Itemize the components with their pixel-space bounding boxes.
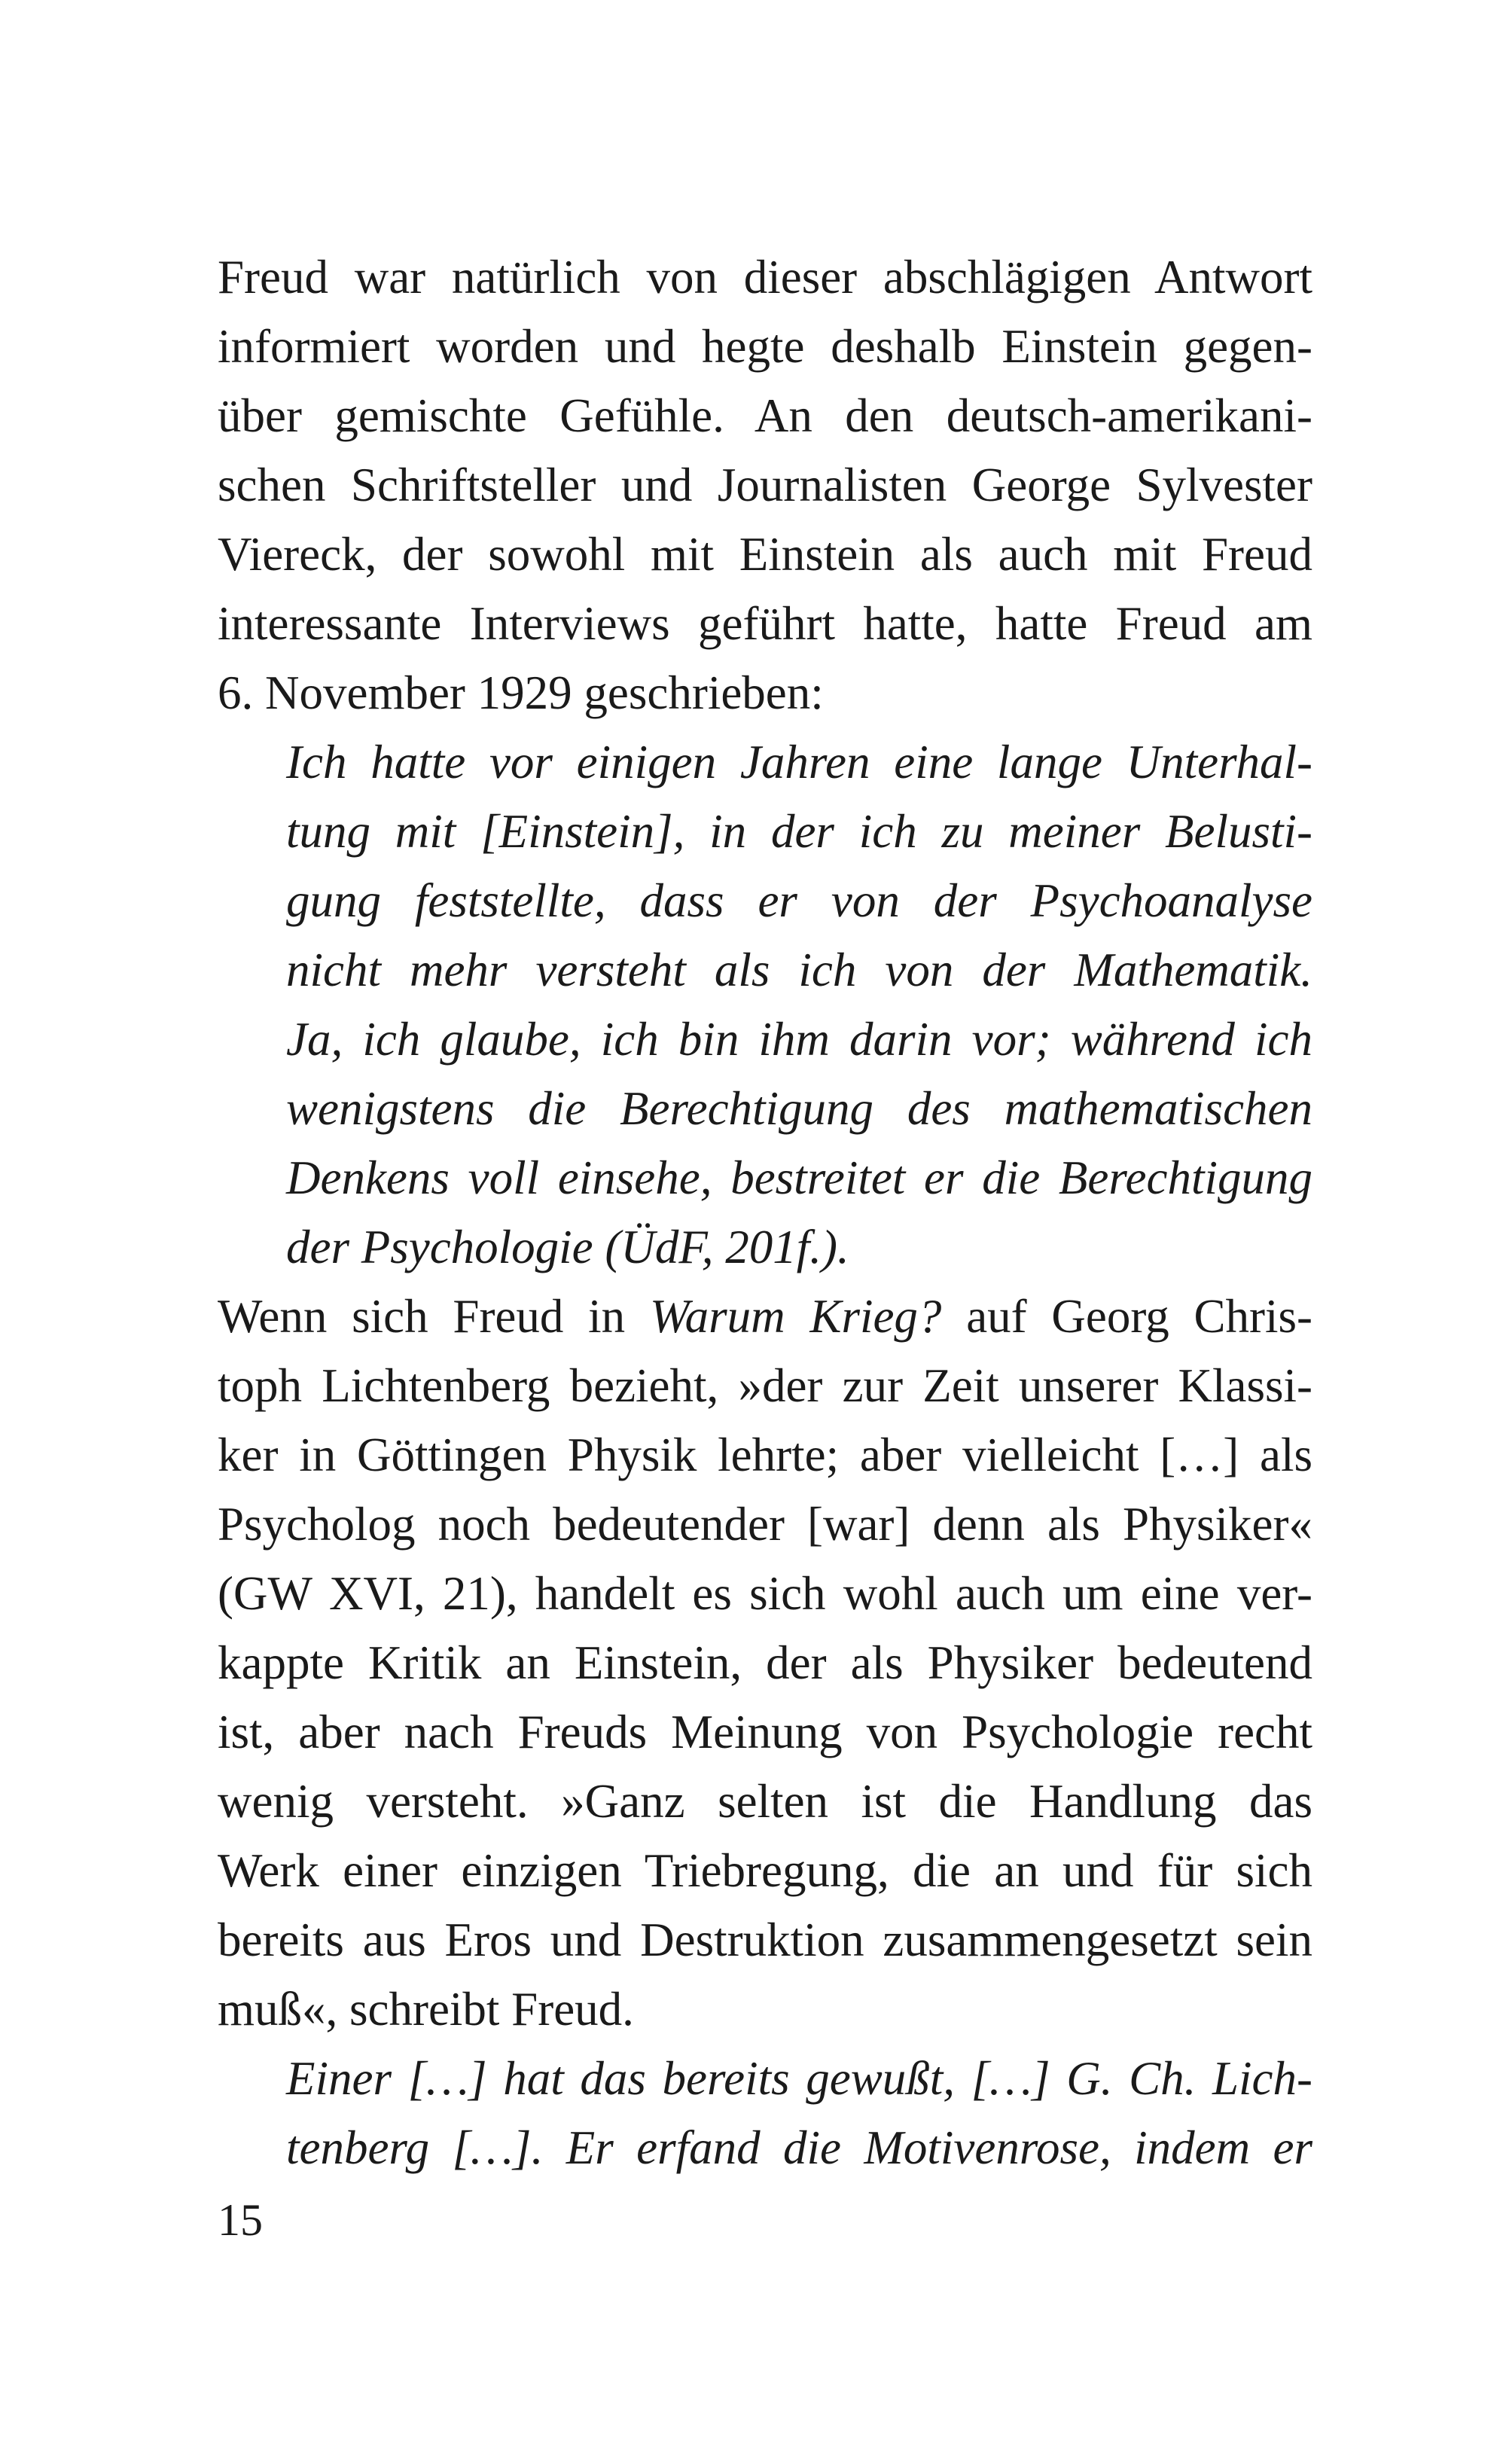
- paragraph-line: [218, 1282, 1312, 1351]
- quote-line: Ich hatte vor einigen Jahren eine lange Unterhal-: [286, 736, 1312, 788]
- paragraph-line: ker in Göttingen Physik lehrte; aber vielleicht […] als: [218, 1429, 1312, 1481]
- quote-line: Einer […] hat das bereits gewußt, […] G. Ch. Lich-: [286, 2052, 1312, 2105]
- quote-line: nicht mehr versteht als ich von der Mathematik.: [286, 944, 1312, 996]
- paragraph-line: 6. November 1929 geschrieben:: [218, 666, 824, 719]
- paragraph-line: Psycholog noch bedeutender [war] denn als Physiker«: [218, 1498, 1312, 1551]
- paragraph-line: schen Schriftsteller und Journalisten George Sylvester: [218, 459, 1312, 511]
- paragraph-line: toph Lichtenberg bezieht, »der zur Zeit unserer Klassi-: [218, 1359, 1312, 1412]
- quote-line: wenigstens die Berechtigung des mathematischen: [286, 1082, 1312, 1135]
- quote-line: tenberg […]. Er erfand die Motivenrose, indem er: [286, 2121, 1312, 2174]
- quote-line: gung feststellte, dass er von der Psychoanalyse: [286, 874, 1312, 927]
- quote-line: tung mit [Einstein], in der ich zu meiner Belusti-: [286, 805, 1312, 858]
- paragraph-line: bereits aus Eros und Destruktion zusammengesetzt sein: [218, 1914, 1312, 1966]
- paragraph-line: muß«, schreibt Freud.: [218, 1983, 634, 2036]
- paragraph-line: über gemischte Gefühle. An den deutsch-amerikani-: [218, 389, 1312, 442]
- paragraph-line: kappte Kritik an Einstein, der als Physiker bedeutend: [218, 1636, 1312, 1689]
- paragraph-line: interessante Interviews geführt hatte, hatte Freud am: [218, 597, 1312, 650]
- paragraph-line: Werk einer einzigen Triebregung, die an und für sich: [218, 1844, 1312, 1897]
- paragraph-line: informiert worden und hegte deshalb Einstein gegen-: [218, 320, 1312, 373]
- paragraph-text: Wenn sich Freud in: [218, 1290, 650, 1343]
- paragraph-text: auf Georg Chris-: [941, 1290, 1312, 1343]
- paragraph-line: Viereck, der sowohl mit Einstein als auch mit Freud: [218, 528, 1312, 581]
- quote-line: der Psychologie (ÜdF, 201f.).: [286, 1221, 849, 1273]
- page-number: 15: [218, 2195, 263, 2245]
- quote-line: Ja, ich glaube, ich bin ihm darin vor; während ich: [286, 1013, 1312, 1066]
- paragraph-line: ist, aber nach Freuds Meinung von Psychologie recht: [218, 1706, 1312, 1758]
- paragraph-line: (GW XVI, 21), handelt es sich wohl auch um eine ver-: [218, 1567, 1312, 1620]
- paragraph-line: wenig versteht. »Ganz selten ist die Handlung das: [218, 1775, 1312, 1828]
- book-title: Warum Krieg?: [649, 1290, 942, 1343]
- paragraph-line: Freud war natürlich von dieser abschlägigen Antwort: [218, 251, 1312, 303]
- quote-line: Denkens voll einsehe, bestreitet er die Berechtigung: [286, 1151, 1312, 1204]
